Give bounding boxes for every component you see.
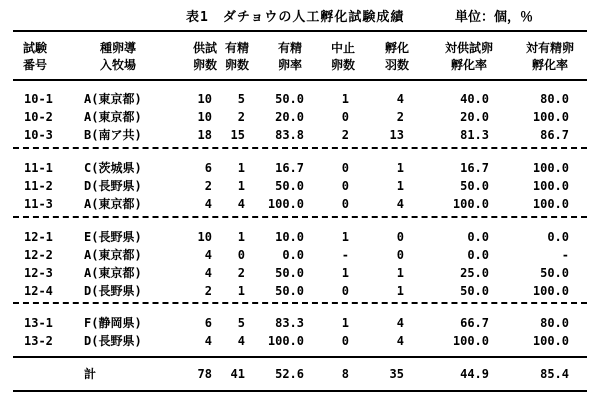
cell-hatched: 1 [396,284,404,298]
cell-eggs-tested: 18 [197,128,212,142]
cell-stopped-eggs: 0 [341,179,349,193]
column-header-line: 卵数 [192,58,217,72]
cell-fertility-rate: 83.3 [275,316,304,330]
table-title: 表1 ダチョウの人工孵化試験成績 [186,10,405,25]
top-rule [13,30,587,32]
cell-hatched: 13 [389,128,404,142]
column-header-line: 入牧場 [99,58,136,72]
column-header-line: 有精 [277,41,302,55]
cell-fertility-rate: 10.0 [275,230,304,244]
cell-stopped-eggs: - [341,248,349,262]
cell-test-no: 10-2 [24,110,53,124]
cell-stopped-eggs: 0 [341,284,349,298]
cell-eggs-tested: 78 [197,367,212,381]
cell-eggs-tested: 4 [204,334,212,348]
cell-hatch-rate-tested: 66.7 [460,316,489,330]
cell-eggs-tested: 4 [204,248,212,262]
cell-hatch-rate-fertile: - [561,248,569,262]
cell-fertile-eggs: 41 [230,367,245,381]
cell-eggs-tested: 2 [204,284,212,298]
cell-fertile-eggs: 2 [237,110,245,124]
cell-test-no: 13-2 [24,334,53,348]
cell-hatch-rate-fertile: 100.0 [532,197,569,211]
cell-hatched: 1 [396,266,404,280]
cell-hatched: 4 [396,334,404,348]
column-header-line: 有精 [224,41,249,55]
cell-hatch-rate-tested: 0.0 [467,248,489,262]
cell-hatch-rate-tested: 20.0 [460,110,489,124]
cell-farm: A(東京都) [84,197,142,211]
column-header-line: 対供試卵 [444,41,493,55]
cell-fertility-rate: 50.0 [275,179,304,193]
cell-farm: A(東京都) [84,110,142,124]
cell-fertility-rate: 83.8 [275,128,304,142]
cell-eggs-tested: 10 [197,110,212,124]
cell-test-no: 11-3 [24,197,53,211]
cell-hatch-rate-tested: 0.0 [467,230,489,244]
cell-fertility-rate: 0.0 [282,248,304,262]
cell-fertile-eggs: 2 [237,266,245,280]
cell-farm: A(東京都) [84,266,142,280]
cell-fertile-eggs: 5 [237,316,245,330]
cell-fertile-eggs: 0 [237,248,245,262]
table-title-row [0,4,600,26]
cell-farm: F(静岡県) [84,316,142,330]
column-header-farm [78,40,158,74]
cell-hatch-rate-fertile: 100.0 [532,334,569,348]
cell-hatch-rate-fertile: 100.0 [532,179,569,193]
cell-fertility-rate: 100.0 [267,197,304,211]
cell-hatched: 2 [396,110,404,124]
cell-farm: A(東京都) [84,248,142,262]
group-separator [13,216,587,218]
column-header-line: 孵化率 [531,58,568,72]
cell-fertility-rate: 50.0 [275,284,304,298]
cell-farm: A(東京都) [84,92,142,106]
cell-farm: E(長野県) [84,230,142,244]
cell-fertility-rate: 16.7 [275,161,304,175]
cell-hatch-rate-fertile: 100.0 [532,110,569,124]
cell-fertile-eggs: 1 [237,179,245,193]
cell-stopped-eggs: 0 [341,334,349,348]
cell-hatch-rate-fertile: 100.0 [532,284,569,298]
cell-test-no: 12-4 [24,284,53,298]
column-header-line: 種卵導 [99,41,136,55]
cell-test-no: 13-1 [24,316,53,330]
cell-hatch-rate-tested: 100.0 [452,334,489,348]
column-header-line: 卵率 [277,58,302,72]
group-separator [13,147,587,149]
cell-eggs-tested: 6 [204,316,212,330]
cell-fertility-rate: 100.0 [267,334,304,348]
cell-hatched: 4 [396,92,404,106]
column-header-line: 孵化率 [450,58,487,72]
cell-fertility-rate: 50.0 [275,266,304,280]
cell-fertility-rate: 20.0 [275,110,304,124]
cell-hatch-rate-fertile: 80.0 [540,92,569,106]
cell-farm: 計 [84,367,97,381]
cell-hatch-rate-tested: 50.0 [460,179,489,193]
cell-fertile-eggs: 4 [237,197,245,211]
cell-farm: D(長野県) [84,334,142,348]
cell-hatch-rate-tested: 100.0 [452,197,489,211]
cell-stopped-eggs: 1 [341,230,349,244]
cell-stopped-eggs: 8 [341,367,349,381]
cell-hatched: 1 [396,161,404,175]
cell-test-no: 10-1 [24,92,53,106]
cell-hatched: 35 [389,367,404,381]
total-rule [13,356,587,358]
cell-fertility-rate: 50.0 [275,92,304,106]
cell-stopped-eggs: 2 [341,128,349,142]
cell-fertile-eggs: 4 [237,334,245,348]
cell-stopped-eggs: 0 [341,110,349,124]
cell-hatch-rate-fertile: 80.0 [540,316,569,330]
cell-hatch-rate-fertile: 85.4 [540,367,569,381]
cell-test-no: 10-3 [24,128,53,142]
cell-stopped-eggs: 1 [341,266,349,280]
cell-fertile-eggs: 1 [237,230,245,244]
column-header-line: 番号 [22,58,47,72]
cell-stopped-eggs: 1 [341,92,349,106]
cell-eggs-tested: 2 [204,179,212,193]
column-header-line: 卵数 [330,58,355,72]
cell-hatch-rate-fertile: 50.0 [540,266,569,280]
header-rule [13,79,587,81]
cell-hatch-rate-tested: 81.3 [460,128,489,142]
cell-eggs-tested: 6 [204,161,212,175]
cell-stopped-eggs: 0 [341,197,349,211]
column-header-test-no [0,40,75,74]
group-separator [13,302,587,304]
cell-eggs-tested: 4 [204,266,212,280]
cell-eggs-tested: 10 [197,230,212,244]
column-header-line: 試験 [22,41,47,55]
cell-hatch-rate-tested: 16.7 [460,161,489,175]
cell-test-no: 12-3 [24,266,53,280]
column-header-line: 供試 [192,41,217,55]
cell-hatched: 0 [396,230,404,244]
cell-eggs-tested: 10 [197,92,212,106]
cell-hatch-rate-fertile: 0.0 [547,230,569,244]
column-header-line: 対有精卵 [525,41,574,55]
cell-hatched: 4 [396,316,404,330]
cell-fertile-eggs: 1 [237,161,245,175]
column-header-hatch-rate-fertile [510,40,590,74]
cell-hatch-rate-tested: 40.0 [460,92,489,106]
cell-hatch-rate-tested: 44.9 [460,367,489,381]
cell-stopped-eggs: 0 [341,161,349,175]
cell-hatch-rate-tested: 50.0 [460,284,489,298]
cell-test-no: 11-1 [24,161,53,175]
column-header-line: 卵数 [224,58,249,72]
cell-stopped-eggs: 1 [341,316,349,330]
column-header-line: 孵化 [384,41,409,55]
column-header-hatched [357,40,437,74]
column-header-line: 中止 [330,41,355,55]
cell-fertile-eggs: 1 [237,284,245,298]
cell-hatched: 0 [396,248,404,262]
unit-label: 単位：個，％ [455,10,534,25]
cell-hatch-rate-tested: 25.0 [460,266,489,280]
column-header-hatch-rate-tested [429,40,509,74]
column-header-line: 羽数 [384,58,409,72]
cell-test-no: 12-2 [24,248,53,262]
cell-test-no: 11-2 [24,179,53,193]
cell-hatched: 4 [396,197,404,211]
cell-hatch-rate-fertile: 86.7 [540,128,569,142]
cell-fertile-eggs: 5 [237,92,245,106]
cell-farm: C(茨城県) [84,161,142,175]
cell-farm: B(南ア共) [84,128,142,142]
cell-farm: D(長野県) [84,284,142,298]
cell-fertile-eggs: 15 [230,128,245,142]
cell-fertility-rate: 52.6 [275,367,304,381]
cell-test-no: 12-1 [24,230,53,244]
cell-farm: D(長野県) [84,179,142,193]
cell-hatch-rate-fertile: 100.0 [532,161,569,175]
cell-hatched: 1 [396,179,404,193]
cell-eggs-tested: 4 [204,197,212,211]
bottom-rule [13,390,587,392]
